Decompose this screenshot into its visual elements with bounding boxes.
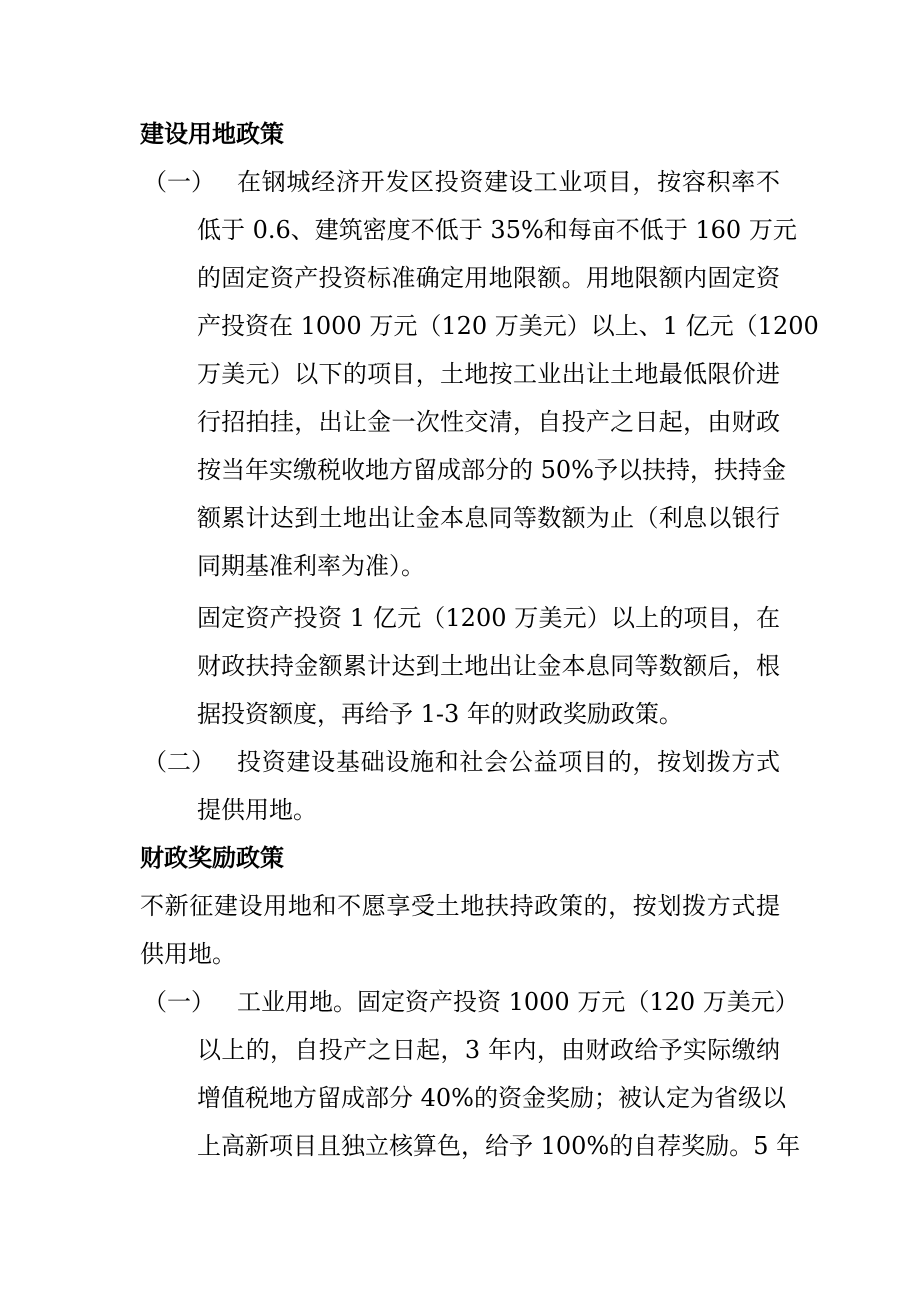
text-line: 增值税地方留成部分 40%的资金奖励；被认定为省级以 (197, 1084, 786, 1112)
text-line: 上高新项目且独立核算色，给予 100%的自荐奖励。5 年 (197, 1132, 801, 1160)
text-line: 额累计达到土地出让金本息同等数额为止（利息以银行 (197, 504, 780, 532)
section-heading-land-policy: 建设用地政策 (140, 120, 284, 148)
text-line: 不新征建设用地和不愿享受土地扶持政策的，按划拨方式提 (140, 892, 780, 920)
text-line: 的固定资产投资标准确定用地限额。用地限额内固定资 (197, 264, 780, 292)
text-line: 按当年实缴税收地方留成部分的 50%予以扶持，扶持金 (197, 456, 786, 484)
text-line: 同期基准利率为准）。 (197, 552, 425, 580)
text-line: 财政扶持金额累计达到土地出让金本息同等数额后，根 (197, 652, 780, 680)
text-line: 以上的，自投产之日起，3 年内，由财政给予实际缴纳 (197, 1036, 780, 1064)
text-line: 提供用地。 (197, 796, 317, 824)
text-line: 在钢城经济开发区投资建设工业项目，按容积率不 (237, 168, 780, 196)
text-line: 万美元）以下的项目，土地按工业出让土地最低限价进 (197, 360, 780, 388)
text-line: 投资建设基础设施和社会公益项目的，按划拨方式 (237, 748, 780, 776)
text-line: 供用地。 (140, 940, 236, 968)
text-line: 低于 0.6、建筑密度不低于 35%和每亩不低于 160 万元 (197, 216, 797, 244)
text-line: 据投资额度，再给予 1-3 年的财政奖励政策。 (197, 700, 683, 728)
section-heading-fiscal-reward: 财政奖励政策 (140, 844, 284, 872)
text-line: 工业用地。固定资产投资 1000 万元（120 万美元） (237, 988, 799, 1016)
item-marker-1: （一） (143, 988, 215, 1016)
item-marker-1: （一） (143, 168, 215, 196)
text-line: 行招拍挂，出让金一次性交清，自投产之日起，由财政 (197, 408, 780, 436)
text-line: 产投资在 1000 万元（120 万美元）以上、1 亿元（1200 (197, 312, 819, 340)
item-marker-2: （二） (143, 748, 215, 776)
text-line: 固定资产投资 1 亿元（1200 万美元）以上的项目，在 (197, 604, 780, 632)
